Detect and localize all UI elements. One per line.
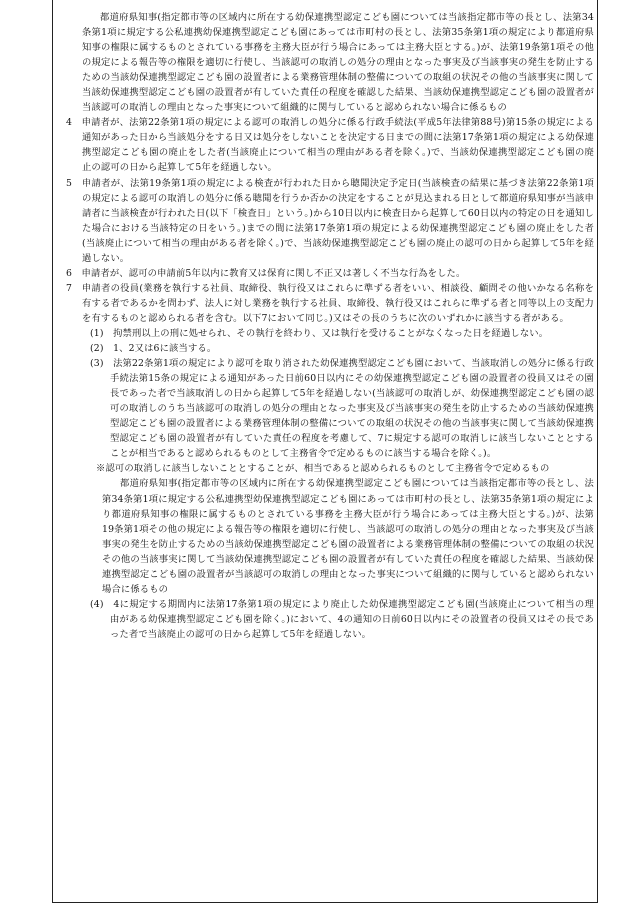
item-7: 7 申請者の役員(業務を執行する社員、取締役、執行役又はこれらに準ずる者をいい、相談役、顧問その他いかなる名称を有する者であるかを問わず、法人に対し業務を執行する社員、取締役、執行役又はこれらに準ずる者と同等以上の支配力を有するものと認められる者を含む。以下7において同じ。)又はその長のうちに次のいずれかに該当する者がある。 bbox=[66, 282, 594, 324]
sub-item-2: (2) 1、2又は6に該当する。 bbox=[90, 343, 217, 355]
item-4: 4 申請者が、法第22条第1項の規定による認可の取消しの処分に係る行政手続法(平成5年法律第88号)第15条の規定による通知があった日から当該処分をする日又は処分をしないことを決定する日までの間に法第17条第1項の規定による幼保連携型認定こども園の廃止をした者(当該廃止について相当の理由がある者を除く。)で、当該幼保連携型認定こども園の廃止の認可の日から起算して5年を経過しない。 bbox=[66, 117, 594, 174]
sub-item-1: (1) 拘禁刑以上の刑に処せられ、その執行を終わり、又は執行を受けることがなくなった日を経過しない。 bbox=[90, 327, 549, 339]
paragraph-criteria-continued: 都道府県知事(指定都市等の区域内に所在する幼保連携型認定こども園については当該指定都市等の長とし、法第34条第1項に規定する公私連携幼保連携型認定こども園にあっては市町村の長とし、法第35条第1項の規定により都道府県知事の権限に属するものとされている事務を主務大臣が行う場合にあっては主務大臣とする。)が、法第19条第1項その他の規定による報告等の権限を適切に行使し、当該認可の取消しの処分の理由となった事実及び当該事実の発生を防止するための当該幼保連携型認定こども園の設置者による業務管理体制の整備についての取組の状況その他の当該事実に関して当該幼保連携型認定こども園の設置者が有していた責任の程度を確認した結果、当該幼保連携型認定こども園の設置者が当該認可の取消しの理由となった事実について組織的に関与していると認められない場合に係るもの bbox=[82, 12, 594, 114]
item-6: 6 申請者が、認可の申請前5年以内に教育又は保育に関し不正又は著しく不当な行為をした。 bbox=[66, 267, 466, 279]
sub-item-3: (3) 法第22条第1項の規定により認可を取り消された幼保連携型認定こども園において、当該取消しの処分に係る行政手続法第15条の規定による通知があった日前60日以内にその幼保連携型認定こども園の設置者の役員又はその園長であった者で当該取消しの日から起算して5年を経過しない(当該認可の取消しが、幼保連携型認定こども園の認可の取消しのうち当該認可の取消しの処分の理由となった事実及び当該事実の発生を防止するための当該幼保連携型認定こども園の設置者による業務管理体制の整備についての取組の状況その他の当該事実に関して当該幼保連携型認定こども園の設置者が有していた責任の程度を考慮して、7に規定する認可の取消しに該当しないこととすることが相当であると認められるものとして主務省令で定めるものに該当する場合を除く。)。 bbox=[90, 358, 594, 460]
item-5: 5 申請者が、法第19条第1項の規定による検査が行われた日から聴聞決定予定日(当該検査の結果に基づき法第22条第1項の規定による認可の取消しの処分に係る聴聞を行うか否かの決定をすることが見込まれる日として都道府県知事が当該申請者に当該検査が行われた日(以下「検査日」という。)から10日以内に検査日から起算して60日以内の特定の日を通知した場合における当該特定の日をいう。)までの間に法第17条第1項の規定による幼保連携型認定こども園の廃止をした者(当該廃止について相当の理由がある者を除く。)で、当該幼保連携型認定こども園の廃止の認可の日から起算して5年を経過しない。 bbox=[66, 177, 594, 264]
note-body: 都道府県知事(指定都市等の区域内に所在する幼保連携型認定こども園については当該指定都市等の長とし、法第34条第1項に規定する公私連携型幼保連携型認定こども園にあっては市町村の長とし、法第35条第1項の規定により都道府県知事の権限に属するものとされている事務を主務大臣が行う場合にあっては主務大臣とする。)が、法第19条第1項その他の規定による報告等の権限を適切に行使し、当該認可の取消しの処分の理由となった事実及び当該事実の発生を防止するための当該幼保連携型認定こども園の設置者による業務管理体制の整備についての取組の状況その他の当該事実に関して当該幼保連携型認定こども園の設置者が有していた責任の程度を確認した結果、当該幼保連携型認定こども園の設置者が当該認可の取消しの理由となった事実について組織的に関与していると認められない場合に係るもの bbox=[102, 478, 594, 595]
note-heading: ※認可の取消しに該当しないこととすることが、相当であると認められるものとして主務省令で定めるもの bbox=[96, 463, 550, 475]
document-body bbox=[66, 10, 594, 642]
sub-item-4: (4) 4に規定する期間内に法第17条第1項の規定により廃止した幼保連携型認定こども園(当該廃止について相当の理由がある幼保連携型認定こども園を除く。)において、4の通知の日前60日以内にその設置者の役員又はその長であった者で当該廃止の認可の日から起算して5年を経過しない。 bbox=[90, 598, 594, 640]
